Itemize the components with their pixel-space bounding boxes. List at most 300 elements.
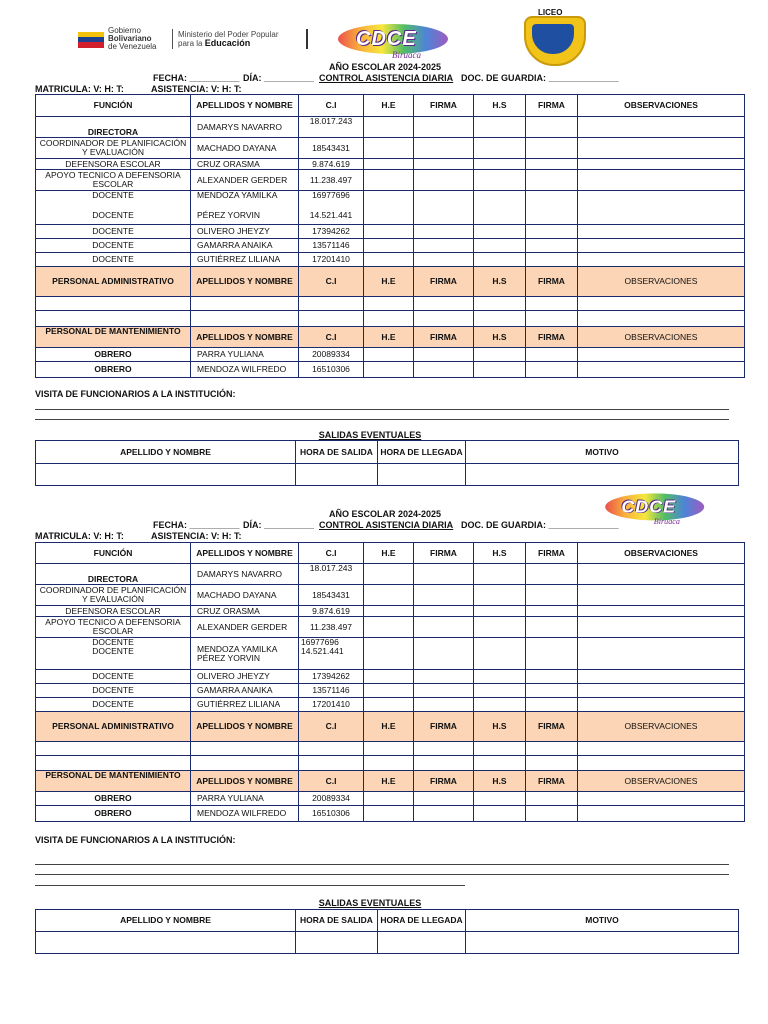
- table-row-empty: [36, 311, 745, 327]
- col-firma-salida: FIRMA: [526, 543, 578, 564]
- name-cell: PARRA YULIANA: [191, 348, 299, 362]
- name-line-2: PÉREZ YORVIN: [197, 210, 260, 220]
- funcion-cell: DOCENTE: [36, 670, 191, 684]
- funcion-line-1: DOCENTE: [92, 190, 134, 200]
- col-he: H.E: [364, 327, 414, 348]
- he-cell[interactable]: [364, 253, 414, 267]
- control-title: CONTROL ASISTENCIA DIARIA: [319, 520, 454, 530]
- doc-guardia-label: DOC. DE GUARDIA: [461, 73, 544, 83]
- ministry-line-3: Educación: [204, 38, 251, 48]
- liceo-shield-logo: [518, 8, 588, 64]
- table-row: [36, 225, 745, 239]
- ci-cell: 20089334: [299, 348, 364, 362]
- col-firma-salida: FIRMA: [526, 771, 578, 792]
- firma-cell[interactable]: [526, 170, 578, 191]
- funcion-cell: DOCENTE: [36, 684, 191, 698]
- hs-cell[interactable]: [474, 806, 526, 822]
- gov-line-2: Bolivariano: [108, 34, 152, 43]
- hs-cell[interactable]: [474, 191, 526, 225]
- observaciones-cell[interactable]: [578, 638, 745, 670]
- firma-cell[interactable]: [526, 225, 578, 239]
- name-line-1: MENDOZA YAMILKA: [197, 643, 278, 654]
- salidas-title: SALIDAS EVENTUALES: [318, 430, 422, 440]
- firma-cell[interactable]: [526, 806, 578, 822]
- funcion-line-2: DOCENTE: [92, 210, 134, 220]
- table-row: [36, 362, 745, 378]
- he-cell[interactable]: [364, 617, 414, 638]
- col-ci: C.I: [299, 95, 364, 117]
- name-cell: ALEXANDER GERDER: [191, 617, 299, 638]
- table-header-row: [36, 95, 745, 117]
- col-ci: C.I: [299, 712, 364, 742]
- firma-cell[interactable]: [414, 239, 474, 253]
- table-row: [36, 638, 745, 670]
- firma-cell[interactable]: [526, 191, 578, 225]
- salidas-col-motivo: MOTIVO: [466, 910, 739, 932]
- firma-cell[interactable]: [414, 585, 474, 606]
- observaciones-cell[interactable]: [578, 253, 745, 267]
- col-firma-entrada: FIRMA: [414, 267, 474, 297]
- funcion-cell: OBRERO: [36, 362, 191, 378]
- control-title: CONTROL ASISTENCIA DIARIA: [319, 73, 454, 83]
- ci-cell: [299, 638, 364, 670]
- observaciones-cell[interactable]: [578, 225, 745, 239]
- table-row: [36, 564, 745, 585]
- ci-cell: [299, 191, 364, 225]
- firma-cell[interactable]: [414, 792, 474, 806]
- name-cell: MENDOZA WILFREDO: [191, 806, 299, 822]
- col-firma-entrada: FIRMA: [414, 327, 474, 348]
- firma-cell[interactable]: [414, 253, 474, 267]
- salidas-col-apellido: APELLIDO Y NOMBRE: [36, 910, 296, 932]
- table-row: [36, 253, 745, 267]
- gov-line-1: Gobierno: [108, 26, 141, 35]
- name-cell: DAMARYS NAVARRO: [191, 117, 299, 138]
- he-cell[interactable]: [364, 606, 414, 617]
- cdce-logo-sub: Biruaca: [653, 516, 680, 526]
- col-firma-salida: FIRMA: [526, 327, 578, 348]
- hs-cell[interactable]: [474, 362, 526, 378]
- name-cell: GUTIÉRREZ LILIANA: [191, 253, 299, 267]
- col-he: H.E: [364, 712, 414, 742]
- firma-cell[interactable]: [526, 564, 578, 585]
- ci-line-1: 16977696: [301, 637, 339, 647]
- firma-cell[interactable]: [526, 253, 578, 267]
- funcion-line-1: DOCENTE: [92, 637, 134, 647]
- maintenance-section-label: PERSONAL DE MANTENIMIENTO: [36, 327, 191, 348]
- table-row: [36, 698, 745, 712]
- firma-cell[interactable]: [414, 670, 474, 684]
- col-he: H.E: [364, 267, 414, 297]
- he-cell[interactable]: [364, 585, 414, 606]
- he-cell[interactable]: [364, 170, 414, 191]
- name-cell: GUTIÉRREZ LILIANA: [191, 698, 299, 712]
- observaciones-cell[interactable]: [578, 792, 745, 806]
- col-he: H.E: [364, 95, 414, 117]
- ci-cell: 17394262: [299, 225, 364, 239]
- admin-section-row: [36, 267, 745, 297]
- hs-cell[interactable]: [474, 253, 526, 267]
- firma-cell[interactable]: [526, 606, 578, 617]
- observaciones-cell[interactable]: [578, 670, 745, 684]
- firma-cell[interactable]: [414, 617, 474, 638]
- observaciones-cell[interactable]: [578, 117, 745, 138]
- salidas-col-hora-llegada: HORA DE LLEGADA: [378, 441, 466, 464]
- ci-line-2: 14.521.441: [309, 210, 353, 220]
- observaciones-cell[interactable]: [578, 698, 745, 712]
- hs-cell[interactable]: [474, 348, 526, 362]
- fecha-field: FECHA: __________: [153, 520, 240, 530]
- col-apellidos: APELLIDOS Y NOMBRE: [191, 327, 299, 348]
- funcion-cell: APOYO TECNICO A DEFENSORIA ESCOLAR: [36, 617, 191, 638]
- col-firma-salida: FIRMA: [526, 267, 578, 297]
- observaciones-cell[interactable]: [578, 170, 745, 191]
- ministry-line-1: Ministerio del Poder Popular: [178, 30, 279, 39]
- col-hs: H.S: [474, 771, 526, 792]
- table-row-empty: [36, 297, 745, 311]
- he-cell[interactable]: [364, 138, 414, 159]
- col-firma-salida: FIRMA: [526, 95, 578, 117]
- visita-label: VISITA DE FUNCIONARIOS A LA INSTITUCIÓN:: [35, 389, 236, 399]
- firma-cell[interactable]: [526, 670, 578, 684]
- name-cell: MENDOZA WILFREDO: [191, 362, 299, 378]
- he-cell[interactable]: [364, 362, 414, 378]
- table-row: [36, 138, 745, 159]
- he-cell[interactable]: [364, 792, 414, 806]
- visita-line-1[interactable]: [35, 864, 729, 865]
- funcion-cell: COORDINADOR DE PLANIFICACIÓN Y EVALUACIÓN: [36, 585, 191, 606]
- doc-guardia-label: DOC. DE GUARDIA: [461, 520, 544, 530]
- col-he: H.E: [364, 771, 414, 792]
- col-observaciones: OBSERVACIONES: [578, 712, 745, 742]
- hs-cell[interactable]: [474, 617, 526, 638]
- table-row-empty: [36, 742, 745, 756]
- salidas-header-row: [36, 441, 739, 464]
- hs-cell[interactable]: [474, 117, 526, 138]
- observaciones-cell[interactable]: [578, 606, 745, 617]
- ci-cell: 18543431: [299, 138, 364, 159]
- firma-cell[interactable]: [526, 684, 578, 698]
- col-hs: H.S: [474, 543, 526, 564]
- name-line-2: PÉREZ YORVIN: [197, 652, 260, 663]
- name-cell: MACHADO DAYANA: [191, 138, 299, 159]
- funcion-cell: [36, 638, 191, 670]
- table-row: [36, 191, 745, 225]
- table-row: [36, 170, 745, 191]
- table-row: [36, 670, 745, 684]
- table-row: [36, 239, 745, 253]
- visita-line-3[interactable]: [35, 885, 465, 886]
- hs-cell[interactable]: [474, 239, 526, 253]
- col-hs: H.S: [474, 267, 526, 297]
- he-cell[interactable]: [364, 239, 414, 253]
- firma-cell[interactable]: [526, 239, 578, 253]
- ci-cell: 18.017.243: [299, 564, 364, 585]
- ci-cell: 18.017.243: [299, 117, 364, 138]
- observaciones-cell[interactable]: [578, 138, 745, 159]
- hs-cell[interactable]: [474, 564, 526, 585]
- col-observaciones: OBSERVACIONES: [578, 95, 745, 117]
- funcion-cell: DOCENTE: [36, 225, 191, 239]
- salidas-col-hora-salida: HORA DE SALIDA: [296, 910, 378, 932]
- cdce-logo: [330, 18, 460, 62]
- col-ci: C.I: [299, 771, 364, 792]
- firma-cell[interactable]: [526, 159, 578, 170]
- firma-cell[interactable]: [526, 348, 578, 362]
- asistencia-field: ASISTENCIA: V: H: T:: [151, 531, 242, 541]
- table-row: [36, 159, 745, 170]
- ci-cell: 13571146: [299, 239, 364, 253]
- liceo-label: LICEO: [538, 8, 563, 17]
- hs-cell[interactable]: [474, 684, 526, 698]
- admin-section-label: PERSONAL ADMINISTRATIVO: [36, 712, 191, 742]
- firma-cell[interactable]: [414, 117, 474, 138]
- col-funcion: FUNCIÓN: [36, 95, 191, 117]
- admin-section-row: [36, 712, 745, 742]
- funcion-cell: DEFENSORA ESCOLAR: [36, 159, 191, 170]
- funcion-cell: DIRECTORA: [36, 564, 191, 585]
- matricula-field: MATRICULA: V: H: T:: [35, 84, 124, 94]
- firma-cell[interactable]: [526, 638, 578, 670]
- name-cell: ALEXANDER GERDER: [191, 170, 299, 191]
- ci-cell: 16510306: [299, 362, 364, 378]
- salidas-row: [36, 932, 739, 954]
- name-cell: MACHADO DAYANA: [191, 585, 299, 606]
- col-apellidos: APELLIDOS Y NOMBRE: [191, 543, 299, 564]
- doc-guardia-line: : ______________: [543, 520, 619, 530]
- dia-field: DÍA: __________: [243, 73, 315, 83]
- visita-line-2[interactable]: [35, 419, 729, 420]
- firma-cell[interactable]: [414, 225, 474, 239]
- firma-cell[interactable]: [414, 606, 474, 617]
- ministry-line-2: para la: [178, 39, 203, 48]
- firma-cell[interactable]: [526, 617, 578, 638]
- funcion-cell: [36, 191, 191, 225]
- col-apellidos: APELLIDOS Y NOMBRE: [191, 771, 299, 792]
- salidas-col-apellido: APELLIDO Y NOMBRE: [36, 441, 296, 464]
- col-ci: C.I: [299, 543, 364, 564]
- observaciones-cell[interactable]: [578, 239, 745, 253]
- col-hs: H.S: [474, 95, 526, 117]
- ci-cell: 18543431: [299, 585, 364, 606]
- ci-cell: 9.874.619: [299, 606, 364, 617]
- hs-cell[interactable]: [474, 606, 526, 617]
- table-row: [36, 792, 745, 806]
- observaciones-cell[interactable]: [578, 191, 745, 225]
- school-year: AÑO ESCOLAR 2024-2025: [329, 62, 442, 72]
- he-cell[interactable]: [364, 564, 414, 585]
- funcion-cell: DOCENTE: [36, 239, 191, 253]
- maintenance-section-row: [36, 771, 745, 792]
- gov-line-3: de Venezuela: [108, 42, 157, 51]
- firma-cell[interactable]: [414, 159, 474, 170]
- firma-cell[interactable]: [414, 806, 474, 822]
- col-firma-entrada: FIRMA: [414, 95, 474, 117]
- name-cell: [191, 191, 299, 225]
- col-hs: H.S: [474, 327, 526, 348]
- firma-cell[interactable]: [414, 564, 474, 585]
- he-cell[interactable]: [364, 638, 414, 670]
- matricula-field: MATRICULA: V: H: T:: [35, 531, 124, 541]
- salidas-col-hora-salida: HORA DE SALIDA: [296, 441, 378, 464]
- col-observaciones: OBSERVACIONES: [578, 327, 745, 348]
- table-header-row: [36, 543, 745, 564]
- ci-cell: 9.874.619: [299, 159, 364, 170]
- venezuela-flag-icon: [78, 32, 104, 48]
- funcion-cell: COORDINADOR DE PLANIFICACIÓN Y EVALUACIÓN: [36, 138, 191, 159]
- salidas-title: SALIDAS EVENTUALES: [318, 898, 422, 908]
- logo-end-bar: [306, 29, 308, 49]
- observaciones-cell[interactable]: [578, 684, 745, 698]
- col-observaciones: OBSERVACIONES: [578, 267, 745, 297]
- table-row: [36, 806, 745, 822]
- col-ci: C.I: [299, 327, 364, 348]
- observaciones-cell[interactable]: [578, 617, 745, 638]
- salidas-col-hora-llegada: HORA DE LLEGADA: [378, 910, 466, 932]
- he-cell[interactable]: [364, 225, 414, 239]
- observaciones-cell[interactable]: [578, 806, 745, 822]
- firma-cell[interactable]: [414, 638, 474, 670]
- col-firma-entrada: FIRMA: [414, 712, 474, 742]
- ci-cell: 16510306: [299, 806, 364, 822]
- doc-guardia-line: : ______________: [543, 73, 619, 83]
- col-firma-entrada: FIRMA: [414, 771, 474, 792]
- salidas-header-row: [36, 910, 739, 932]
- col-apellidos: APELLIDOS Y NOMBRE: [191, 95, 299, 117]
- name-cell: GAMARRA ANAIKA: [191, 684, 299, 698]
- firma-cell[interactable]: [414, 191, 474, 225]
- salidas-row: [36, 464, 739, 486]
- ci-cell: 20089334: [299, 792, 364, 806]
- funcion-cell: DOCENTE: [36, 698, 191, 712]
- firma-cell[interactable]: [526, 138, 578, 159]
- funcion-cell: OBRERO: [36, 806, 191, 822]
- logo-divider: [172, 29, 173, 49]
- table-row: [36, 117, 745, 138]
- firma-cell[interactable]: [526, 585, 578, 606]
- col-firma-entrada: FIRMA: [414, 543, 474, 564]
- hs-cell[interactable]: [474, 698, 526, 712]
- name-line-1: MENDOZA YAMILKA: [197, 190, 278, 200]
- name-cell: GAMARRA ANAIKA: [191, 239, 299, 253]
- col-he: H.E: [364, 543, 414, 564]
- col-hs: H.S: [474, 712, 526, 742]
- funcion-cell: APOYO TECNICO A DEFENSORIA ESCOLAR: [36, 170, 191, 191]
- table-row: [36, 606, 745, 617]
- admin-section-label: PERSONAL ADMINISTRATIVO: [36, 267, 191, 297]
- ci-cell: 11.238.497: [299, 617, 364, 638]
- ci-cell: 17394262: [299, 670, 364, 684]
- table-row: [36, 684, 745, 698]
- funcion-cell: DIRECTORA: [36, 117, 191, 138]
- name-cell: OLIVERO JHEYZY: [191, 670, 299, 684]
- funcion-cell: OBRERO: [36, 792, 191, 806]
- firma-cell[interactable]: [526, 362, 578, 378]
- hs-cell[interactable]: [474, 225, 526, 239]
- firma-cell[interactable]: [414, 362, 474, 378]
- he-cell[interactable]: [364, 159, 414, 170]
- table-row-empty: [36, 756, 745, 771]
- maintenance-section-row: [36, 327, 745, 348]
- hs-cell[interactable]: [474, 670, 526, 684]
- ci-cell: 17201410: [299, 253, 364, 267]
- table-row: [36, 585, 745, 606]
- funcion-cell: DOCENTE: [36, 253, 191, 267]
- name-cell: [191, 638, 299, 670]
- observaciones-cell[interactable]: [578, 362, 745, 378]
- cdce-logo-sub: Biruaca: [392, 50, 421, 60]
- ci-line-2: 14.521.441: [301, 646, 344, 656]
- he-cell[interactable]: [364, 117, 414, 138]
- observaciones-cell[interactable]: [578, 564, 745, 585]
- name-cell: DAMARYS NAVARRO: [191, 564, 299, 585]
- salidas-table: [35, 909, 739, 954]
- firma-cell[interactable]: [414, 138, 474, 159]
- salidas-col-motivo: MOTIVO: [466, 441, 739, 464]
- ci-cell: 11.238.497: [299, 170, 364, 191]
- government-logo: [78, 27, 310, 51]
- observaciones-cell[interactable]: [578, 585, 745, 606]
- hs-cell[interactable]: [474, 585, 526, 606]
- col-firma-salida: FIRMA: [526, 712, 578, 742]
- col-observaciones: OBSERVACIONES: [578, 771, 745, 792]
- table-row: [36, 617, 745, 638]
- firma-cell[interactable]: [526, 117, 578, 138]
- school-year: AÑO ESCOLAR 2024-2025: [329, 509, 442, 519]
- ci-cell: 13571146: [299, 684, 364, 698]
- hs-cell[interactable]: [474, 170, 526, 191]
- firma-cell[interactable]: [414, 170, 474, 191]
- he-cell[interactable]: [364, 698, 414, 712]
- name-cell: CRUZ ORASMA: [191, 159, 299, 170]
- he-cell[interactable]: [364, 806, 414, 822]
- attendance-table: [35, 94, 745, 378]
- he-cell[interactable]: [364, 684, 414, 698]
- hs-cell[interactable]: [474, 159, 526, 170]
- firma-cell[interactable]: [414, 684, 474, 698]
- table-row: [36, 348, 745, 362]
- hs-cell[interactable]: [474, 638, 526, 670]
- attendance-table: [35, 542, 745, 822]
- salidas-table: [35, 440, 739, 486]
- visita-line-1[interactable]: [35, 409, 729, 410]
- he-cell[interactable]: [364, 670, 414, 684]
- firma-cell[interactable]: [414, 348, 474, 362]
- col-funcion: FUNCIÓN: [36, 543, 191, 564]
- col-ci: C.I: [299, 267, 364, 297]
- hs-cell[interactable]: [474, 138, 526, 159]
- he-cell[interactable]: [364, 191, 414, 225]
- firma-cell[interactable]: [526, 792, 578, 806]
- col-apellidos: APELLIDOS Y NOMBRE: [191, 712, 299, 742]
- ci-line-1: 16977696: [312, 190, 350, 200]
- hs-cell[interactable]: [474, 792, 526, 806]
- cdce-logo-word: CDCE: [621, 497, 677, 517]
- name-cell: CRUZ ORASMA: [191, 606, 299, 617]
- visita-line-2[interactable]: [35, 874, 729, 875]
- dia-field: DÍA: __________: [243, 520, 315, 530]
- funcion-cell: DEFENSORA ESCOLAR: [36, 606, 191, 617]
- asistencia-field: ASISTENCIA: V: H: T:: [151, 84, 242, 94]
- firma-cell[interactable]: [526, 698, 578, 712]
- name-cell: PARRA YULIANA: [191, 792, 299, 806]
- observaciones-cell[interactable]: [578, 159, 745, 170]
- he-cell[interactable]: [364, 348, 414, 362]
- col-apellidos: APELLIDOS Y NOMBRE: [191, 267, 299, 297]
- observaciones-cell[interactable]: [578, 348, 745, 362]
- firma-cell[interactable]: [414, 698, 474, 712]
- col-observaciones: OBSERVACIONES: [578, 543, 745, 564]
